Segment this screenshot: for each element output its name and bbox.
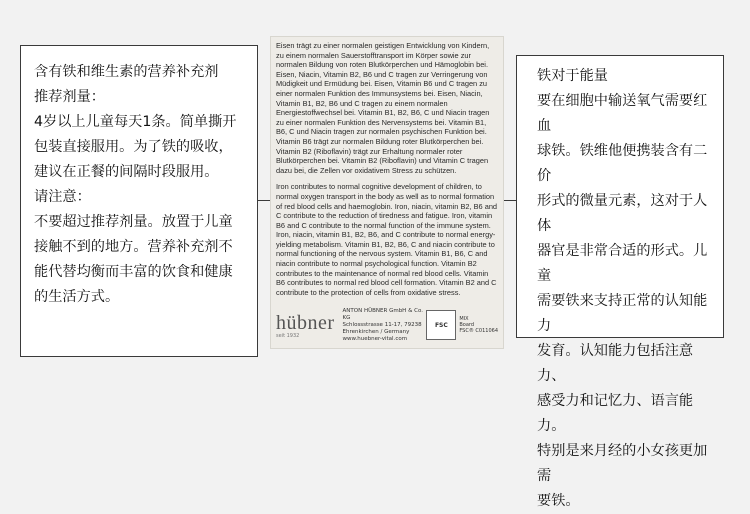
right-callout-line: 需要铁来支持正常的认知能力 xyxy=(537,293,708,334)
address-line: www.huebner-vital.com xyxy=(342,335,408,342)
product-label xyxy=(270,36,504,349)
right-callout-line: 铁对于能量 xyxy=(537,68,608,84)
right-callout-line: 感受力和记忆力、语言能力。 xyxy=(537,393,694,434)
address-line: Schlossstrasse 11-17, 79238 Ehrenkirchen / Germany xyxy=(342,321,422,335)
company-address xyxy=(343,308,427,343)
brand-logo xyxy=(276,312,335,339)
left-callout xyxy=(20,45,258,357)
brand-name: hübner xyxy=(276,311,335,334)
right-callout-line: 发育。认知能力包括注意力、 xyxy=(537,343,694,384)
left-callout-line: 不要超过推荐剂量。放置于儿童 xyxy=(34,214,233,230)
address-line: ANTON HÜBNER GmbH & Co. KG xyxy=(342,307,423,321)
right-callout-line: 要在细胞中输送氧气需要红血 xyxy=(537,93,708,134)
fsc-logo xyxy=(426,310,456,340)
right-callout-line: 要铁。 xyxy=(537,493,580,509)
german-text: Eisen trägt zu einer normalen geistigen Entwicklung von Kindern, zu einem normalen Sauerstofftransport im Körper sowie zur normalen Bildung von roten Blutkörperchen und Hämoglobin bei. Eisen, Niacin, Vitamin B2, B6 und C tragen zur Verringerung von Müdigkeit und Ermüdung bei. Eisen, Vitamin B6 und C tragen zu einer normalen Funktion des Immunsystems bei. Eisen, Niacin, Vitamin B1, B2, B6 und C tragen zu einem normalen Energiestoffwechsel bei. Vitamin B1, B2, B6, C und Niacin tragen zu einer normalen Funktion des Nervensystems bei. Vitamin B1, B6, C und Niacin tragen zur normalen psychischen Funktion bei. Vitamin B6 trägt zur normalen Bildung roter Blutkörperchen bei. Vitamin B2 (Riboflavin) trägt zur Erhaltung normaler roter Blutkörperchen bei. Vitamin B2 (Riboflavin) und Vitamin C tragen dazu bei, die Zellen vor oxidativem Stress zu schützen. xyxy=(276,41,490,175)
left-callout-line: 4岁以上儿童每天1条。简单撕开 xyxy=(34,114,237,130)
left-callout-line: 包装直接服用。为了铁的吸收， xyxy=(34,139,233,155)
right-callout xyxy=(516,55,724,509)
right-callout-line: 形式的微量元素，这对于人体 xyxy=(537,193,708,234)
fsc-info xyxy=(459,316,498,334)
left-callout-line: 建议在正餐的间隔时段服用。 xyxy=(34,164,219,180)
right-callout-line: 特别是来月经的小女孩更加需 xyxy=(537,443,708,484)
fsc-line: FSC® C011064 xyxy=(459,328,498,334)
fsc-line: MIX xyxy=(459,316,469,322)
left-callout-line: 接触不到的地方。营养补充剂不 xyxy=(34,239,233,255)
label-text xyxy=(271,37,503,297)
right-connector-line xyxy=(504,200,516,201)
left-callout-line: 含有铁和维生素的营养补充剂 xyxy=(34,64,219,80)
left-callout-line: 请注意： xyxy=(34,189,91,205)
fsc-logo-text: FSC xyxy=(434,321,448,329)
label-footer xyxy=(276,308,498,342)
right-callout-line: 球铁。铁维他便携装含有二价 xyxy=(537,143,708,184)
left-callout-line: 能代替均衡而丰富的饮食和健康 xyxy=(34,264,233,280)
brand-subline: seit 1932 xyxy=(276,332,300,339)
right-callout-line: 器官是非常合适的形式。儿童 xyxy=(537,243,708,284)
english-text: Iron contributes to normal cognitive development of children, to normal oxygen transport in the body as well as to normal formation of red blood cells and haemoglobin. Iron, niacin, vitamin B2, B6 and C contribute to the reduction of tiredness and fatigue. Iron, vitamin B6 and C contribute to the normal function of the immune system. Iron, niacin, vitamin B1, B2, B6, and C contribute to normal energy-yielding metabolism. Vitamin B1, B2, B6, C and niacin contribute to normal functioning of the nervous system. Vitamin B1, B6, C and niacin contribute to normal psychological function. Vitamin B2 contributes to the maintenance of normal red blood cells. Vitamin B6 contributes to normal red blood cell formation. Vitamin B2 and C contribute to the protection of cells from oxidative stress. xyxy=(276,182,498,297)
left-callout-line: 的生活方式。 xyxy=(34,289,120,305)
fsc-line: Board xyxy=(459,322,475,328)
left-callout-line: 推荐剂量： xyxy=(34,89,105,105)
